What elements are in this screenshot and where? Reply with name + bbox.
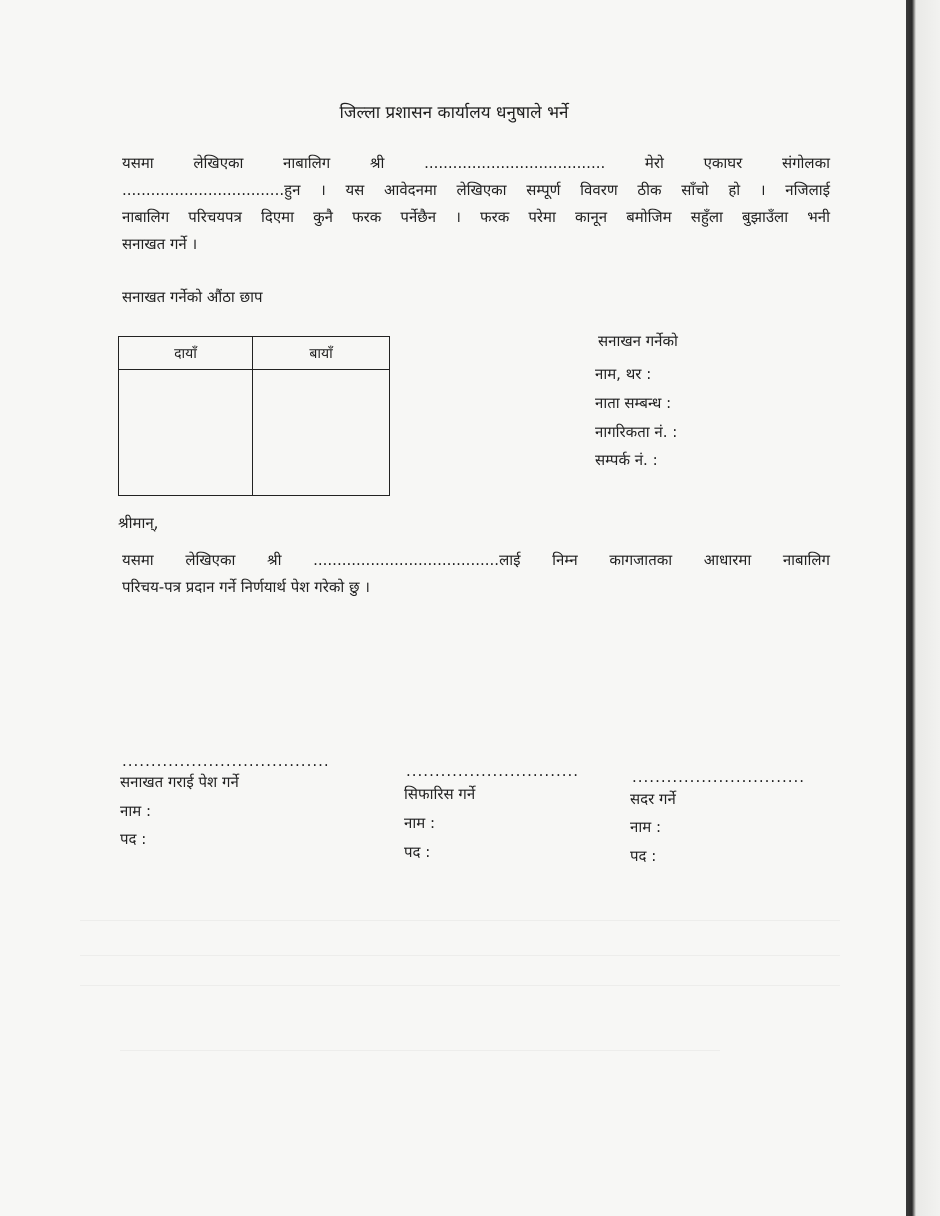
presenter-name-field: नाम :	[120, 802, 152, 820]
presenter-title: सनाखत गराई पेश गर्ने	[120, 773, 239, 791]
approver-title: सदर गर्ने	[630, 790, 676, 808]
approver-name-field: नाम :	[630, 818, 662, 836]
bleed-through-line	[80, 920, 840, 921]
document-title: जिल्ला प्रशासन कार्यालय धनुषाले भर्ने	[339, 103, 569, 123]
right-thumb-box	[119, 370, 253, 496]
declaration-line-3: नाबालिग परिचयपत्र दिएमा कुनै फरक पर्नेछैन । फरक परेमा कानून बमोजिम सहुँला बुझाउँला भनी	[122, 208, 830, 226]
left-thumb-header: बायाँ	[253, 337, 390, 370]
recommender-post-field: पद :	[404, 843, 431, 861]
thumbprint-table	[118, 336, 390, 496]
approver-post-field: पद :	[630, 847, 657, 865]
bleed-through-line	[120, 1050, 720, 1051]
signer-contact-field: सम्पर्क नं. :	[595, 451, 658, 469]
bleed-through-line	[80, 955, 840, 956]
request-line-2: परिचय-पत्र प्रदान गर्ने निर्णयार्थ पेश गरेको छु ।	[122, 578, 370, 596]
presenter-post-field: पद :	[120, 830, 147, 848]
signer-heading: सनाखन गर्नेको	[598, 332, 678, 350]
declaration-line-1: यसमा लेखिएका नाबालिग श्री ...................................... मेरो एकाघर संगोलका	[122, 154, 830, 172]
left-thumb-box	[253, 370, 390, 496]
request-line-1: यसमा लेखिएका श्री .......................................लाई निम्न कागजातका आधारमा नाबालिग	[122, 551, 830, 569]
presenter-signature-line: ....................................	[122, 752, 330, 770]
declaration-line-2: ..................................हुन । यस आवेदनमा लेखिएका सम्पूर्ण विवरण ठीक साँचो हो । नजिलाई	[122, 181, 830, 199]
recommender-name-field: नाम :	[404, 814, 436, 832]
bleed-through-line	[80, 985, 840, 986]
scan-edge-shadow	[906, 0, 940, 1216]
approver-signature-line: ..............................	[632, 768, 806, 786]
declaration-paragraph	[122, 150, 830, 258]
signer-citizenship-field: नागरिकता नं. :	[595, 423, 678, 441]
recommender-title: सिफारिस गर्ने	[404, 785, 476, 803]
salutation: श्रीमान्,	[118, 514, 159, 532]
thumbprint-heading: सनाखत गर्नेको औंठा छाप	[122, 288, 263, 306]
signer-relation-field: नाता सम्बन्ध :	[595, 394, 672, 412]
signer-name-field: नाम, थर :	[595, 365, 652, 383]
declaration-line-4: सनाखत गर्ने ।	[122, 235, 198, 253]
recommender-signature-line: ..............................	[406, 762, 580, 780]
right-thumb-header: दायाँ	[119, 337, 253, 370]
request-paragraph	[122, 547, 830, 601]
